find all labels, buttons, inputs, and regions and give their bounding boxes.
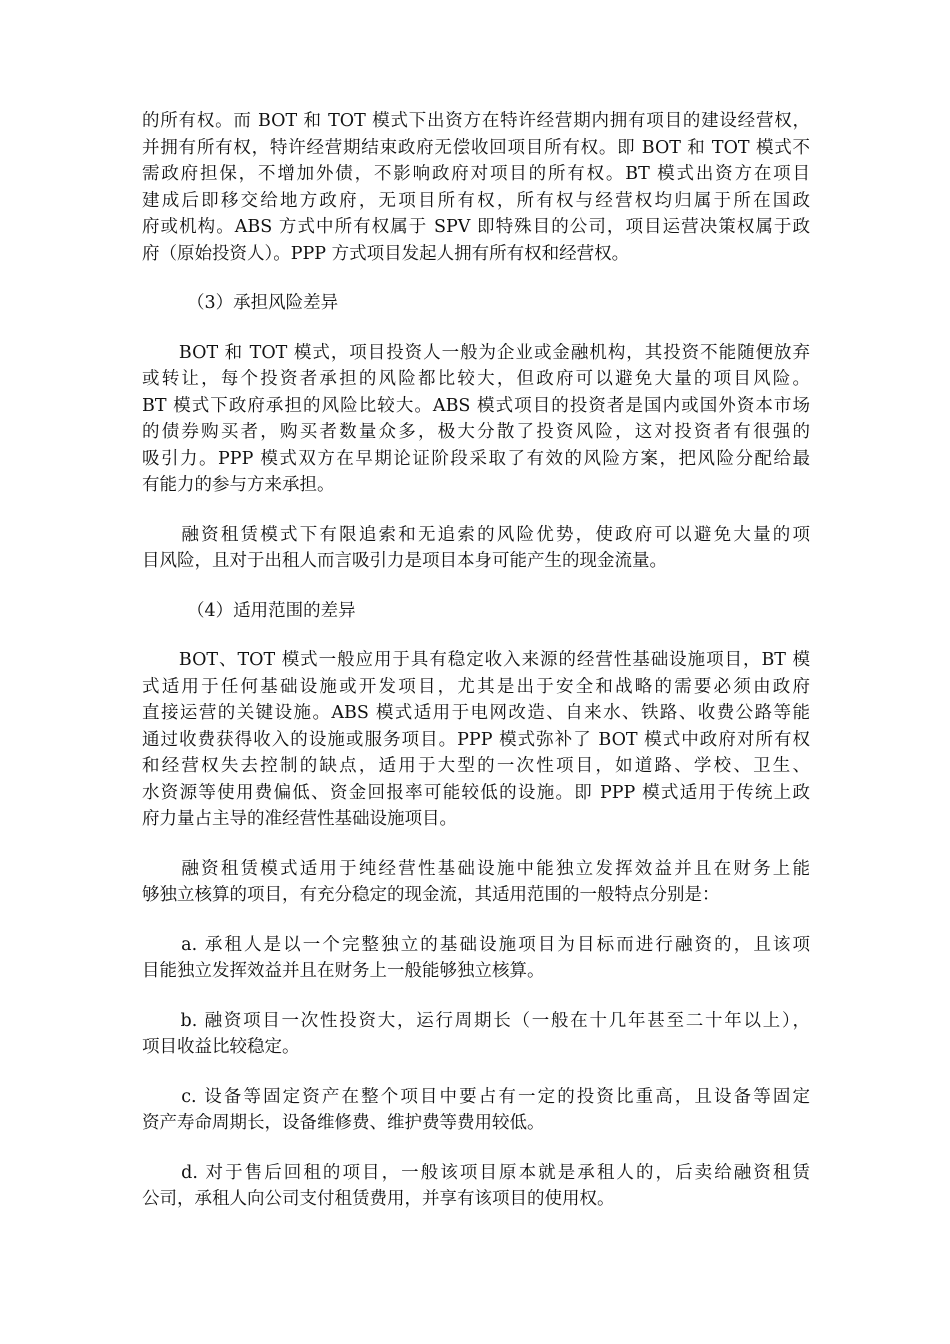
document-page (142, 108, 810, 1236)
body-paragraph (142, 522, 810, 575)
body-paragraph (142, 108, 810, 267)
text-line: d. 对于售后回租的项目，一般该项目原本就是承租人的，后卖给融资租赁 (142, 1162, 810, 1183)
text-line: 资产寿命周期长，设备维修费、维护费等费用较低。 (142, 1113, 545, 1133)
text-line: （4）适用范围的差异 (187, 600, 356, 621)
body-paragraph (142, 856, 810, 909)
text-line: 需政府担保，不增加外债，不影响政府对项目的所有权。BT 模式出资方在项目 (142, 164, 810, 184)
body-paragraph (142, 1160, 810, 1213)
section-heading (142, 598, 810, 625)
text-line: BOT 和 TOT 模式，项目投资人一般为企业或金融机构，其投资不能随便放弃 (142, 342, 810, 363)
text-line: 或转让，每个投资者承担的风险都比较大，但政府可以避免大量的项目风险。 (142, 369, 810, 389)
text-line: 水资源等使用费偏低、资金回报率可能较低的设施。即 PPP 模式适用于传统上政 (142, 782, 810, 803)
text-line: 府力量占主导的准经营性基础设施项目。 (142, 809, 457, 829)
body-paragraph (142, 1084, 810, 1137)
text-line: b. 融资项目一次性投资大，运行周期长（一般在十几年甚至二十年以上）， (142, 1010, 810, 1031)
text-line: 融资租赁模式适用于纯经营性基础设施中能独立发挥效益并且在财务上能 (142, 858, 810, 879)
body-paragraph (142, 1008, 810, 1061)
section-heading (142, 290, 810, 317)
text-line: 吸引力。PPP 模式双方在早期论证阶段采取了有效的风险方案，把风险分配给最 (142, 448, 810, 469)
text-line: a. 承租人是以一个完整独立的基础设施项目为目标而进行融资的，且该项 (142, 934, 810, 955)
text-line: c. 设备等固定资产在整个项目中要占有一定的投资比重高，且设备等固定 (142, 1086, 810, 1107)
text-line: BT 模式下政府承担的风险比较大。ABS 模式项目的投资者是国内或国外资本市场 (142, 395, 810, 416)
text-line: 建成后即移交给地方政府，无项目所有权，所有权与经营权均归属于所在国政 (142, 190, 810, 211)
text-line: 目风险，且对于出租人而言吸引力是项目本身可能产生的现金流量。 (142, 551, 667, 571)
text-line: 和经营权失去控制的缺点，适用于大型的一次性项目，如道路、学校、卫生、 (142, 756, 810, 776)
text-line: 够独立核算的项目，有充分稳定的现金流，其适用范围的一般特点分别是： (142, 885, 720, 905)
text-line: 项目收益比较稳定。 (142, 1037, 300, 1057)
text-line: 通过收费获得收入的设施或服务项目。PPP 模式弥补了 BOT 模式中政府对所有权 (142, 729, 810, 750)
body-paragraph (142, 647, 810, 833)
body-paragraph (142, 932, 810, 985)
text-line: 融资租赁模式下有限追索和无追索的风险优势，使政府可以避免大量的项 (142, 524, 810, 545)
text-line: 直接运营的关键设施。ABS 模式适用于电网改造、自来水、铁路、收费公路等能 (142, 703, 810, 723)
text-line: 公司，承租人向公司支付租赁费用，并享有该项目的使用权。 (142, 1189, 615, 1209)
text-line: （3）承担风险差异 (187, 293, 339, 313)
body-paragraph (142, 340, 810, 499)
text-line: BOT、TOT 模式一般应用于具有稳定收入来源的经营性基础设施项目，BT 模 (142, 650, 810, 670)
text-line: 并拥有所有权，特许经营期结束政府无偿收回项目所有权。即 BOT 和 TOT 模式不 (142, 137, 810, 158)
text-line: 的所有权。而 BOT 和 TOT 模式下出资方在特许经营期内拥有项目的建设经营权， (142, 111, 810, 131)
text-line: 的债券购买者，购买者数量众多，极大分散了投资风险，这对投资者有很强的 (142, 422, 810, 442)
text-line: 目能独立发挥效益并且在财务上一般能够独立核算。 (142, 961, 545, 981)
text-line: 府或机构。ABS 方式中所有权属于 SPV 即特殊目的公司，项目运营决策权属于政 (142, 217, 810, 237)
text-line: 有能力的参与方来承担。 (142, 475, 335, 495)
text-line: 式适用于任何基础设施或开发项目，尤其是出于安全和战略的需要必须由政府 (142, 676, 810, 697)
text-line: 府（原始投资人）。PPP 方式项目发起人拥有所有权和经营权。 (142, 243, 630, 264)
